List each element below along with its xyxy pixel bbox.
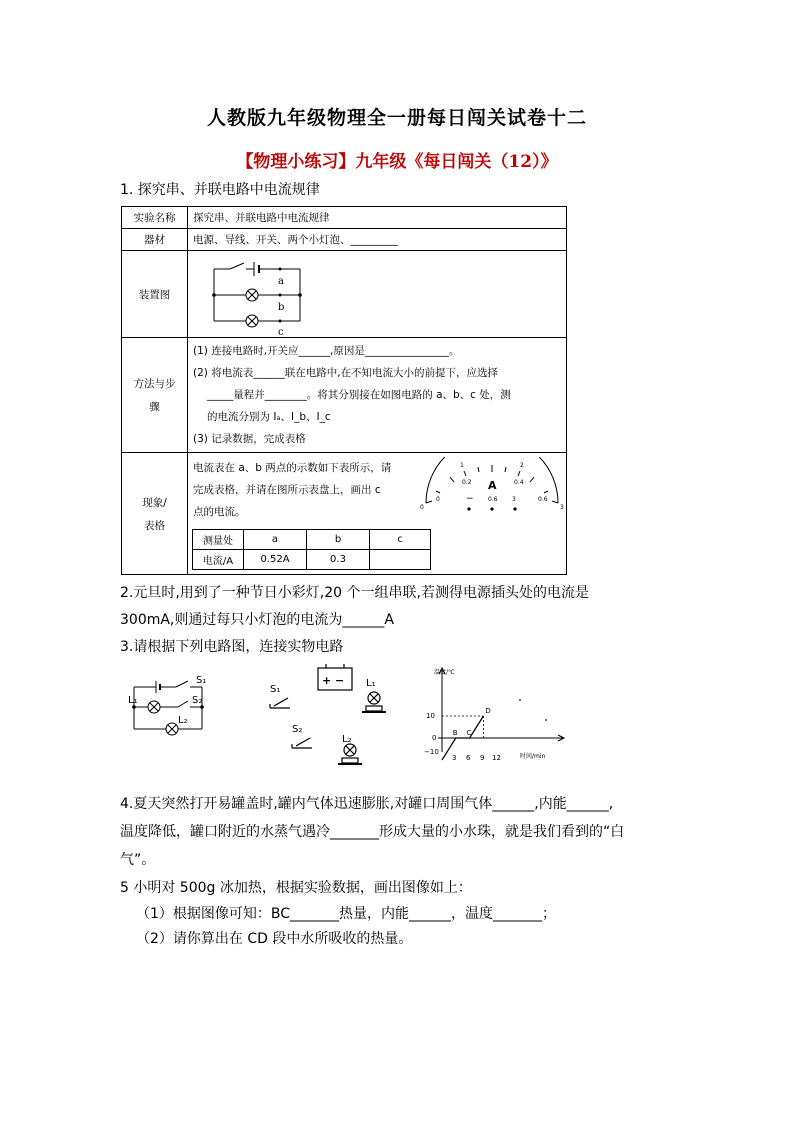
q4-line3: 气”。 <box>120 852 156 868</box>
page-title: 人教版九年级物理全一册每日闯关试卷十二 <box>206 107 587 129</box>
step-2c: 的电流分别为 Iₐ、I_b、I_c <box>207 411 331 423</box>
dial-outer-0: 0 <box>420 504 424 511</box>
row-label-device: 装置图 <box>122 251 188 338</box>
dial-inner-1: 0.2 <box>462 479 472 486</box>
ytick-0: 0 <box>432 734 437 742</box>
phenomenon-cell <box>188 453 567 575</box>
dial-outer-3: 3 <box>560 504 564 511</box>
dial-terminal-06: 0.6 <box>488 496 498 503</box>
device-diagram-cell <box>188 251 567 338</box>
method-label-line2: 骤 <box>149 401 160 413</box>
step-2a: (2) 将电流表______联在电路中,在不知电流大小的前提下，应选择 <box>193 367 499 379</box>
xtick-12: 12 <box>492 754 501 762</box>
dial-inner-3: 0.6 <box>538 496 548 503</box>
schematic-l1-label: L₁ <box>128 695 138 706</box>
physical-s1-label: S₁ <box>270 684 281 695</box>
mt-header-3: c <box>370 530 431 550</box>
point-label-d: D <box>485 707 491 715</box>
dial-minus: − <box>466 494 474 504</box>
chart-xlabel: 时间/min <box>520 753 546 760</box>
physical-s2-label: S₂ <box>292 724 303 735</box>
switch-blade <box>230 263 244 269</box>
terminal-minus-icon <box>467 507 470 510</box>
mt-row-3 <box>370 550 431 570</box>
step-1: (1) 连接电路时,开关应______,原因是________________。 <box>193 345 460 357</box>
parallel-circuit-diagram <box>206 251 326 337</box>
schematic-s1-label: S₁ <box>196 675 207 686</box>
page-subtitle: 【物理小练习】九年级《每日闯关（12）》 <box>236 152 558 172</box>
schematic-l2-label: L₂ <box>178 715 188 726</box>
mt-row-1: 0.52A <box>244 550 307 570</box>
terminal-3-icon <box>513 507 516 510</box>
row-label-name: 实验名称 <box>122 207 188 229</box>
row-label-equipment: 器材 <box>122 229 188 251</box>
physical-l2-label: L₂ <box>342 734 352 745</box>
point-b-label: b <box>278 302 285 313</box>
xtick-6: 6 <box>466 754 471 762</box>
step-3: (3) 记录数据，完成表格 <box>193 433 306 445</box>
measurement-table <box>192 529 431 570</box>
s2-physical-switch-icon <box>296 738 310 746</box>
point-label-b: B <box>452 729 458 737</box>
dial-inner-2: 0.4 <box>514 479 524 486</box>
dial-terminal-3: 3 <box>512 496 516 503</box>
ytick-neg10: −10 <box>424 748 439 756</box>
dial-outer-1: 1 <box>460 462 464 469</box>
q4-line2: 温度降低，罐口附近的水蒸气遇冷_______形成大量的小水珠，就是我们看到的“白 <box>120 824 625 840</box>
s2-switch-blade <box>178 701 188 707</box>
physical-l1-label: L₁ <box>366 678 376 689</box>
mt-header-2: b <box>307 530 370 550</box>
phen-text-1: 电流表在 a、b 两点的示数如下表所示，请 <box>193 462 392 474</box>
ammeter-dial <box>412 457 572 527</box>
xtick-3: 3 <box>452 754 457 762</box>
point-a-label: a <box>278 276 284 287</box>
q2-line1: 2.元旦时,用到了一种节日小彩灯,20 个一组串联,若测得电源插头处的电流是 <box>120 585 589 601</box>
mt-header-1: a <box>244 530 307 550</box>
mt-row-2: 0.3 <box>307 550 370 570</box>
phen-text-2: 完成表格，并请在图所示表盘上，画出 c <box>193 484 381 496</box>
dial-outer-2: 2 <box>520 462 524 469</box>
q5-part1: （1）根据图像可知：BC_______热量，内能______，温度_______； <box>136 906 557 922</box>
mt-header-0: 测量处 <box>193 530 244 550</box>
mt-row-0: 电流/A <box>193 550 244 570</box>
row-label-phenomenon <box>122 453 188 575</box>
q3-schematic <box>126 673 214 737</box>
method-label-line1: 方法与步 <box>133 378 176 390</box>
chart-ylabel: 温度/℃ <box>434 669 455 676</box>
q5-part2: （2）请你算出在 CD 段中水所吸收的热量。 <box>136 931 413 947</box>
method-cell <box>188 338 567 453</box>
terminal-06-icon <box>490 507 493 510</box>
s1-switch-blade <box>176 681 188 687</box>
q3-physical-components <box>256 662 396 774</box>
dial-unit: A <box>488 479 497 492</box>
phen-label-line2: 表格 <box>144 519 165 532</box>
row-label-method <box>122 338 188 453</box>
schematic-s2-label: S₂ <box>192 695 203 706</box>
row-value-equipment: 电源、导线、开关、两个小灯泡、_________ <box>188 229 567 251</box>
row-value-name: 探究串、并联电路中电流规律 <box>188 207 567 229</box>
experiment-table <box>121 206 567 575</box>
xtick-9: 9 <box>480 754 485 762</box>
q5-heading: 5 小明对 500g 冰加热，根据实验数据，画出图像如上： <box>120 880 472 896</box>
phen-text-3: 点的电流。 <box>193 506 246 518</box>
temperature-time-chart <box>424 662 574 768</box>
dial-inner-0: 0 <box>436 496 440 503</box>
s1-physical-switch-icon <box>274 698 288 706</box>
step-2b: _____量程并________。将其分别接在如图电路的 a、b、c 处，测 <box>207 389 511 401</box>
point-label-c: C <box>466 729 472 737</box>
battery-label: + − <box>322 674 345 687</box>
q1-heading: 1. 探究串、并联电路中电流规律 <box>120 182 320 198</box>
ytick-10: 10 <box>426 712 435 720</box>
point-c-label: c <box>278 327 284 337</box>
q3-heading: 3.请根据下列电路图，连接实物电路 <box>120 639 344 655</box>
phen-label-line1: 现象/ <box>142 496 167 509</box>
q4-line1: 4.夏天突然打开易罐盖时,罐内气体迅速膨胀,对罐口周围气体______,内能______, <box>120 796 614 812</box>
q2-line2: 300mA,则通过每只小灯泡的电流为______A <box>120 612 394 628</box>
